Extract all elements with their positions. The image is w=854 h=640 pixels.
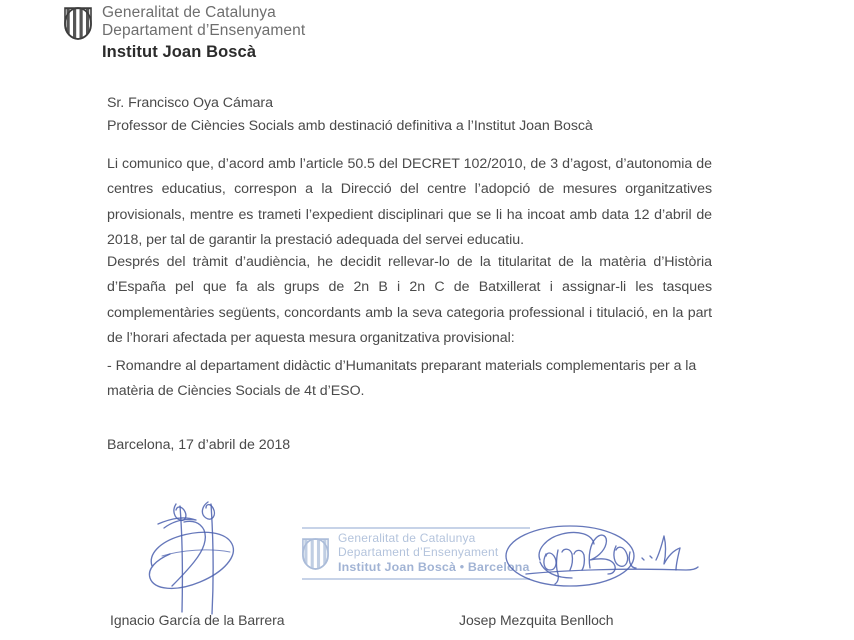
stamp-rule-bottom: [302, 578, 530, 580]
addressee-role: Professor de Ciències Socials amb destinació definitiva a l’Institut Joan Boscà: [107, 118, 593, 134]
official-stamp: [300, 528, 536, 578]
addressee-name: Sr. Francisco Oya Cámara: [107, 95, 273, 111]
letterhead: [62, 4, 305, 62]
body-paragraph-3: - Romandre al departament didàctic d’Humanitats preparant materials complementaris per a la matèria de Ciències Socials de 4t d’ESO.: [107, 358, 697, 400]
letterhead-line-institut: Institut Joan Boscà: [102, 42, 257, 61]
signature-name-left: Ignacio García de la Barrera: [110, 612, 285, 628]
stamp-line-institut: Institut Joan Boscà • Barcelona: [338, 560, 530, 575]
stamp-line-generalitat: Generalitat de Catalunya: [338, 530, 476, 545]
catalonia-crest-icon: [62, 6, 94, 40]
body-paragraph-2: Després del tràmit d’audiència, he decidit rellevar-lo de la titularitat de la matèria d’Història d’España pel que fa als grups de 2n B i 2n C de Batxillerat i assignar-li les tasques complementàries següents, concordants amb la seva categoria professional i titulació, en la part de l’horari afectada per aquesta mesura organitzativa provisional:: [107, 254, 712, 346]
letterhead-line-departament: Departament d’Ensenyament: [102, 22, 306, 40]
signature-name-right: Josep Mezquita Benlloch: [459, 612, 614, 628]
signature-left-ink: [138, 496, 278, 616]
addressee-block: [107, 92, 712, 138]
stamp-text: [338, 531, 530, 576]
stamp-crest-icon: [300, 537, 331, 570]
letterhead-text: [102, 4, 305, 62]
stamp-line-departament: Departament d’Ensenyament: [338, 545, 499, 560]
date-line: Barcelona, 17 d’abril de 2018: [107, 437, 291, 453]
body-paragraph-1: Li comunico que, d’acord amb l’article 50.5 del DECRET 102/2010, de 3 d’agost, d’autonomia de centres educatius, correspon a la Direcció del centre l’adopció de mesures organitzatives provisionals, mentre es trameti l’expedient disciplinari que se li ha incoat amb data 12 d’abril de 2018, per tal de garantir la prestació adequada del servei educatiu.: [107, 156, 712, 248]
letterhead-line-generalitat: Generalitat de Catalunya: [102, 4, 276, 21]
